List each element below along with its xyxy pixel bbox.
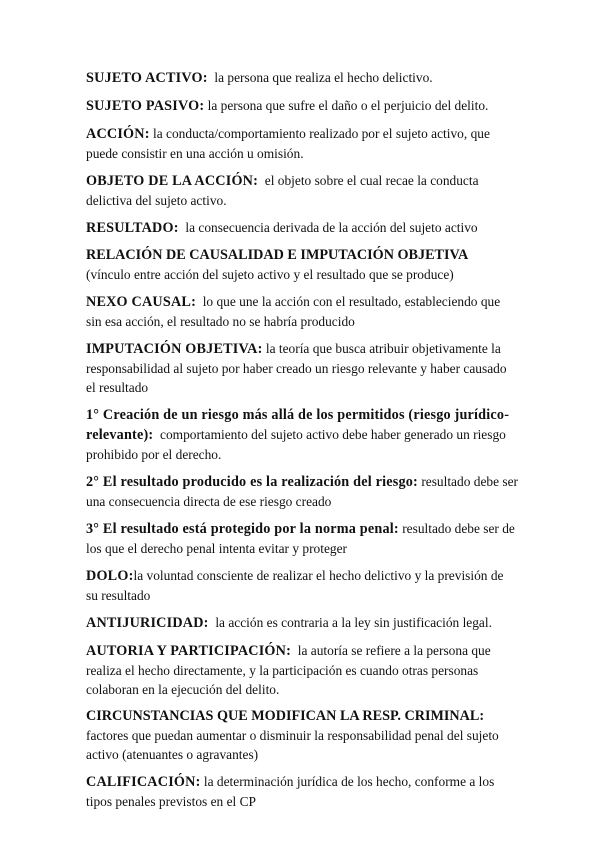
entry-term: IMPUTACIÓN OBJETIVA: <box>86 341 263 357</box>
entry-definition: comportamiento del sujeto activo debe haber generado un riesgo prohibido por el derecho. <box>86 427 506 462</box>
entry-term: ANTIJURICIDAD: <box>86 615 209 631</box>
entry-sujeto-pasivo <box>86 96 518 116</box>
entry-definition: la conducta/comportamiento realizado por el sujeto activo, que puede consistir en una acción u omisión. <box>86 126 490 161</box>
entry-term: CALIFICACIÓN: <box>86 774 201 790</box>
entry-autoria-participacion <box>86 641 518 699</box>
entry-definition: la determinación jurídica de los hecho, conforme a los tipos penales previstos en el CP <box>86 774 495 809</box>
entry-term: OBJETO DE LA ACCIÓN: <box>86 173 259 189</box>
entry-circunstancias <box>86 707 518 764</box>
entry-definition: (vínculo entre acción del sujeto activo y el resultado que se produce) <box>86 267 454 282</box>
entry-definition: resultado debe ser de los que el derecho penal intenta evitar y proteger <box>86 521 515 556</box>
entry-definition: lo que une la acción con el resultado, estableciendo que sin esa acción, el resultado no se habría producido <box>86 294 501 329</box>
entry-term: DOLO: <box>86 568 134 584</box>
entry-term: ACCIÓN: <box>86 126 150 142</box>
entry-antijuricidad <box>86 613 518 633</box>
entry-sujeto-activo <box>86 68 518 88</box>
entry-definition: la persona que sufre el daño o el perjuicio del delito. <box>207 98 489 113</box>
entry-criterio-2 <box>86 472 518 511</box>
entry-term: RELACIÓN DE CAUSALIDAD E IMPUTACIÓN OBJETIVA <box>86 247 469 263</box>
entry-objeto-accion <box>86 171 518 210</box>
entry-dolo <box>86 566 518 605</box>
entry-accion <box>86 124 518 163</box>
entry-criterio-3 <box>86 519 518 558</box>
entry-term: SUJETO PASIVO: <box>86 98 205 114</box>
entry-relacion-causalidad <box>86 246 518 284</box>
entry-term: 2° El resultado producido es la realización del riesgo: <box>86 474 418 490</box>
entry-term: AUTORIA Y PARTICIPACIÓN: <box>86 643 292 659</box>
entry-calificacion <box>86 772 518 811</box>
entry-definition: el objeto sobre el cual recae la conducta delictiva del sujeto activo. <box>86 173 479 208</box>
entry-term: RESULTADO: <box>86 220 179 236</box>
entry-term: NEXO CAUSAL: <box>86 294 196 310</box>
entry-resultado <box>86 218 518 238</box>
entry-definition: la teoría que busca atribuir objetivamente la responsabilidad al sujeto por haber creado un riesgo relevante y haber causado el resultado <box>86 341 507 395</box>
entry-definition: la voluntad consciente de realizar el hecho delictivo y la previsión de su resultado <box>86 568 504 603</box>
entry-definition: resultado debe ser una consecuencia directa de ese riesgo creado <box>86 474 518 509</box>
entry-criterio-1 <box>86 405 518 464</box>
entry-definition: la acción es contraria a la ley sin justificación legal. <box>215 615 492 630</box>
document-page <box>86 68 518 819</box>
entry-imputacion-objetiva <box>86 339 518 397</box>
entry-definition: la autoría se refiere a la persona que realiza el hecho directamente, y la participación es cuando otras personas colaboran en la ejecución del delito. <box>86 643 491 697</box>
entry-nexo-causal <box>86 292 518 331</box>
entry-definition: la consecuencia derivada de la acción del sujeto activo <box>185 220 478 235</box>
entry-term: 1° Creación de un riesgo más allá de los permitidos (riesgo jurídico-relevante): <box>86 407 510 443</box>
entry-definition: factores que puedan aumentar o disminuir la responsabilidad penal del sujeto activo (atenuantes o agravantes) <box>86 728 499 762</box>
entry-term: 3° El resultado está protegido por la norma penal: <box>86 521 399 537</box>
entry-term: CIRCUNSTANCIAS QUE MODIFICAN LA RESP. CRIMINAL: <box>86 708 485 724</box>
entry-term: SUJETO ACTIVO: <box>86 70 208 86</box>
entry-definition: la persona que realiza el hecho delictivo. <box>214 70 433 85</box>
